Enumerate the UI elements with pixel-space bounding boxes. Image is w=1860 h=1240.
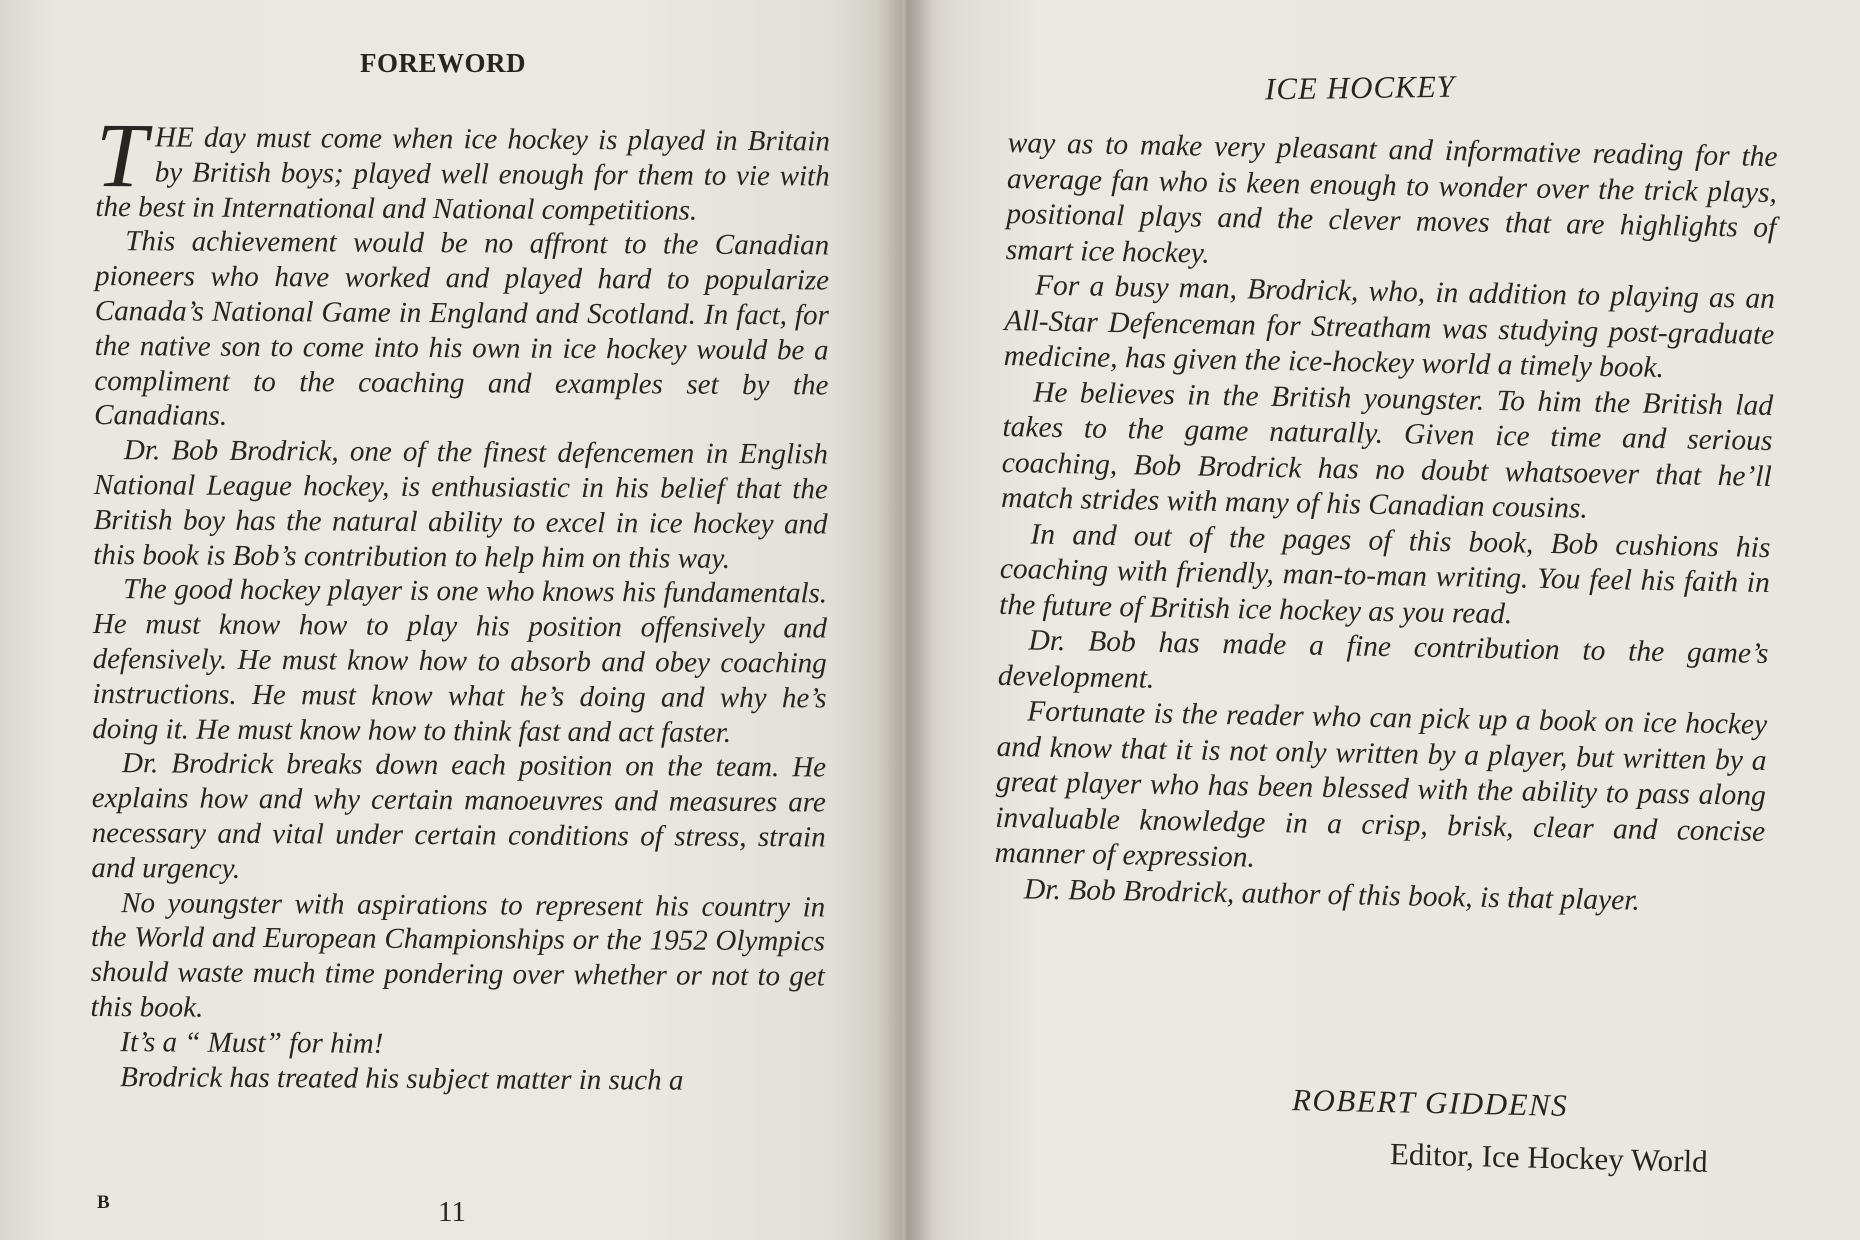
paragraph: He believes in the British youngster. To him the British lad takes to the game naturally. Given ice time and serious coaching, Bob Brodrick has no doubt whatsoever that he’ll match strides with many of his Canadian cousins. xyxy=(1000,376,1774,525)
page-heading: FOREWORD xyxy=(360,48,526,78)
paragraph: Brodrick has treated his subject matter in such a xyxy=(120,1060,684,1097)
paragraph xyxy=(95,104,830,229)
paragraph: The good hockey player is one who knows his fundamentals. He must know how to play his position offensively and defensively. He must know how to absorb and obey coaching instructions. He must know what he’s doing and why he’s doing it. He must know how to think fast and act faster. xyxy=(92,573,828,749)
running-head: ICE HOCKEY xyxy=(1264,68,1456,107)
paragraph: Dr. Bob Brodrick, author of this book, is that player. xyxy=(1023,872,1641,917)
right-text-block xyxy=(994,126,1778,921)
paragraph: For a busy man, Brodrick, who, in addition to playing as an All-Star Defenceman for Streatham was studying post-graduate medicine, has given the ice-hockey world a timely book. xyxy=(1003,269,1776,385)
signature-mark: B xyxy=(97,1192,110,1213)
paragraph: In and out of the pages of this book, Bob cushions his coaching with friendly, man-to-man writing. You feel his faith in the future of British ice hockey as you read. xyxy=(998,517,1771,630)
paragraph-text: HE day must come when ice hockey is played in Britain by British boys; played well enough for them to vie with the best in International and National competitions. xyxy=(95,121,830,227)
paragraph: Dr. Bob has made a fine contribution to the game’s development. xyxy=(997,624,1769,695)
signature-name: ROBERT GIDDENS xyxy=(1291,1082,1569,1123)
paragraph: This achievement would be no affront to the Canadian pioneers who have worked and played hard to popularize Canada’s National Game in England and Scotland. In fact, for the native son to come into his own in ice hockey would be a compliment to the coaching and examples set by the Canadians. xyxy=(94,225,830,433)
page-number: 11 xyxy=(438,1196,466,1228)
paragraph: Dr. Brodrick breaks down each position on the team. He explains how and why certain manoeuvres and measures are necessary and vital under certain conditions of stress, strain and urgency. xyxy=(91,747,827,885)
paragraph: It’s a “ Must” for him! xyxy=(120,1025,384,1060)
paragraph: way as to make very pleasant and informative reading for the average fan who is keen enough to wonder over the trick plays, positional plays and the clever moves that are highlights of smart ice hockey. xyxy=(1005,126,1778,270)
paragraph: No youngster with aspirations to represent his country in the World and European Championships or the 1952 Olympics should waste much time pondering over whether or not to get this book. xyxy=(90,886,826,1024)
paragraph: Fortunate is the reader who can pick up a book on ice hockey and know that it is not only written by a player, but written by a great player who has been blessed with the ability to pass along invaluable knowledge in a crisp, brisk, clear and concise manner of expression. xyxy=(994,695,1768,874)
paragraph: Dr. Bob Brodrick, one of the finest defencemen in English National League hockey, is enthusiastic in his belief that the British boy has the natural ability to excel in ice hockey and this book is Bob’s contribution to help him on this way. xyxy=(93,434,829,575)
left-text-block xyxy=(90,104,830,1099)
drop-cap: T xyxy=(95,104,148,207)
signature-role: Editor, Ice Hockey World xyxy=(1389,1136,1709,1179)
